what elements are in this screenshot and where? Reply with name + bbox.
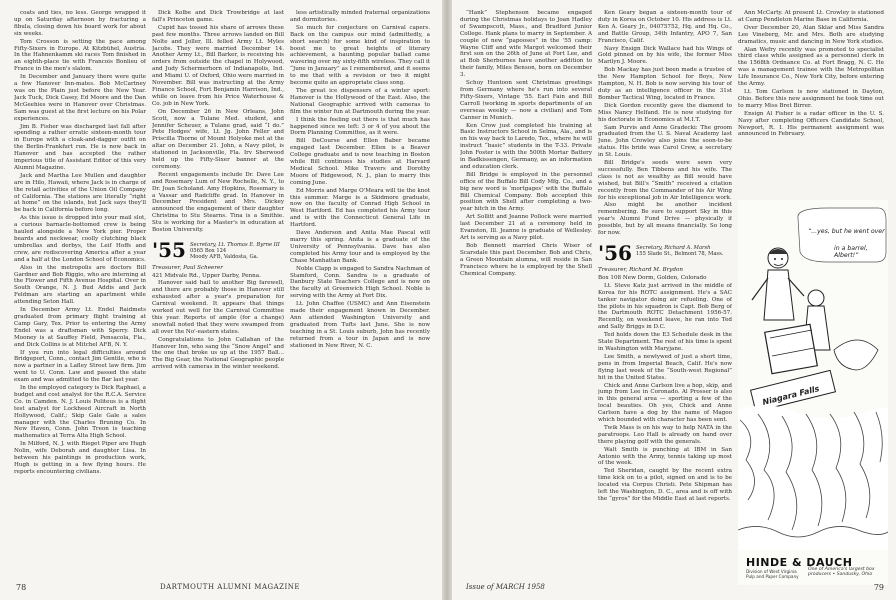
cartoon-caption-line-2: in a barrel, Albert!”: [834, 245, 868, 259]
paragraph: Bob Mackay has just been made a trustee of the New Hampton School for Boys, New Hampton, N. H. Bob is now serving his tour of duty as an intelligence officer in the 31st Bomber Tactical Wing, located in France.: [598, 67, 732, 101]
paragraph: Dave Anderson and Anita Mae Pascal will marry this spring. Anita is a graduate of the University of Pennsylvania. Dave has also completed his Army tour and is employed by the Chase Manhattan Bank.: [290, 230, 430, 264]
paragraph: Lee Smith, a newlywed of just a short time, pens in from Imperial Beach, Calif. He's now flying last week of the “South-west Regional” hit in the United States.: [598, 353, 732, 381]
paragraph: If you run into legal difficulties around Bridgeport, Conn., contact Jim Gentile, who is now a partner in a Lafley Street law firm. Jim went to U. Conn. Law and passed the state exam and was admitted to the Bar last year.: [14, 349, 146, 384]
paragraph: Alan Wefry recently was promoted to specialist third class while assigned as a personnel clerk in the 1568th Ordnance Co. at Fort Bragg, N. C. He was a management trainee with the Metropolitan Life Insurance Co., New York City, before entering the Army.: [738, 46, 884, 88]
paragraph: Also in the metropolis are doctors Bill Gardner and Bob Riggio, who are interning at the Flower and Fifth Avenue Hospital. Over in South Orange, N. J. Bud Addis and Jack Feldman are starting an apartment while attending Seton Hall.: [14, 264, 146, 306]
right-page: [452, 0, 896, 600]
treasurer-address: Box 108 New Dorm, Golden, Colorado: [598, 274, 707, 281]
paragraph: Tom Crosson is setting the pace among Fifty-Sixers in Europe. At Kitzbühel, Austria. In the Hahnenkamm ski races Tom finished in an eighth-place tie with Francois Bonlieu of France in the men's slalom.: [14, 38, 146, 73]
paragraph: Over December 20, Alan Sklar and Miss Sandra Lee Vineberg, Mr. and Mrs. Both are studying dramatics, music and dancing in New York studios.: [738, 24, 884, 45]
paragraph: Recent engagements include Dr. Dave Lee and Rosemary Lum of New Rochelle, N. Y., to Dr. Joan Scholand. Amy Hopkins, Rosemary is a Vassar and Radcliffe grad. In Hanover in December President and Mrs. Dickey announced the engagement of their daughter Christina to Stu Stearns. Tina is a Smithie. Stu is working for a Master's in education at Boston University.: [152, 171, 284, 234]
treasurer-line: Treasurer, Paul Scheerer: [152, 264, 223, 271]
paragraph: Ted holds down the E3 Schedule desk in the State Department. The rest of his time is spent in Washington with Maryjane.: [598, 332, 732, 352]
paragraph: Cupid has tossed his share of arrows these past few months. Three arrows landed on Bill Nolte and Joller, Ill. felled Army Lt. Myles Jacobs. They were married December 14. Another Army Lt., Bill Barker, is receiving his orders from outside the chapel in Holywood, and Judy Schermerhorn of Indianapolis, Ind. and Miami U. of Oxford, Ohio were married in November. Bill was instructing at the Army Finance School, Fort Benjamin Harrison, Ind., while on leave from his Price Waterhouse & Co. job in New York.: [152, 24, 284, 107]
paragraph: Twik Mass is on his way to help NATA in the paratroops. Leo Hall is already on hand over there playing golf with the generals.: [598, 424, 732, 445]
paragraph: Bill Bridge's seeds were sewn very successfully. Ben Tibbens and his wife. The class is not as wealthy as Bill would have wished, but Bill's “Smith” received a citation recently from the Commander of his Air Wing for his exceptional job in Air Intelligence work.: [598, 160, 732, 201]
treasurer-address: 421 Midvale Rd., Upper Darby, Penna.: [152, 272, 261, 279]
class-year: '56: [598, 243, 632, 263]
paragraph: Ed Morris and Marge O'Meara will tie the knot this summer. Marge is a Skidmore graduate, now on the faculty of Conrad High School in West Hartford. Ed has completed his Army tour and is with the Connecticut General Life in Hartford.: [290, 187, 430, 229]
paragraph: Ann McCarty. At present Lt. Crowley is stationed at Camp Pendleton Marine Base in California.: [738, 10, 884, 23]
paragraph: In Milford, N. J. with Rieget Piper are Hugh Nolin, wife Deborah and daughter Lisa. In between his paintings in production work, Hugh is getting in a few flying hours. He reports encountering civilians.: [14, 441, 146, 475]
paragraph: The great ice dispensers of a winter sport: Hanover is the Hollywood of the East. Also, the National Geographic arrived with cameras to film the winter fun at Dartmouth during the year.: [290, 87, 430, 115]
secretary-line: Secretary, Richard A. Marsh: [635, 245, 711, 251]
left-column-1: [14, 10, 146, 560]
class-heading-55: [152, 240, 284, 261]
treasurer-line: Treasurer, Richard M. Brydon: [598, 267, 684, 273]
left-page: [0, 0, 442, 600]
paragraph: Chick and Anne Carlson live a hop, skip, and jump from Lee in Coronado. Al Prosser is also in this general area — sporting a few of the local beauties. Oh yes, Chick and Anne Carlson have a dog by the name of Magoo which bounded with character has been sent.: [598, 382, 732, 424]
paragraph: On December 26 in New Orleans, John Scott, now a Tulane Med. student, and Jennifer Scheuer, a Tulane grad, said “I do.” Pete Hodges' wife, Lt. Jg. John Feller and Priscilla Thorne of Mount Holyoke met at the altar on December 21. John, a Navy pilot, is stationed in Jacksonville, Fla. Irv Sherwood held up the Fifty-Sixer banner at the ceremony.: [152, 108, 284, 170]
paragraph: As this issue is dropped into your mail slot, a curious barnacle-bottomed crew is being hauled alongside a New York pier. Proper beards and neckwear, coolly clutching black umbrellas and derbys, the Leif Hoffs and crew, are rediscovering America after a year and a half at the London School of Economics.: [14, 215, 146, 263]
paragraph: Schuy Huntoon sent Christmas greetings from Germany where he's run into several Fifty-Sixers, Vintage '55. Earl Fain and Bill Carroll (working in sports departments of an overseas weekly — now a civilian) and Tom Canner in Munich.: [460, 80, 592, 121]
paragraph: In December and January there were quite a few Hanover Inn-mates. Bob McCartney was on the Plain just before the New Year. Jack Tuck, Dick Casey, Ed Moore and the Dan McGeehies were in Hanover over Christmas. Sam was guest at the first lecture on his Polar experiences.: [14, 74, 146, 122]
paragraph: Art Sollitt and Jeanne Pollock were married last December 21 at a ceremony held in Evanston, Ill. Jeanne is graduate of Wellesley. Art is serving as a Navy pilot.: [460, 214, 592, 241]
paragraph: Noble Clapp is engaged to Sandra Nachman of Stamford, Conn. Sandra is a graduate of Danbury State Teachers College and is now on the faculty at Greenwich High School. Noble is serving with the Army at Fort Dix.: [290, 265, 430, 300]
paragraph: Dick Kolbe and Dick Trowbridge at last fall's Princeton game.: [152, 10, 284, 23]
paragraph: In December Army Lt. Endel Raidmets graduated from primary flight training at Camp Gary, Tex. Prior to entering the Army Endel was a draftsman with Sperry. Dick Mooney is at Sauffey Field, Pensacola, Fla., and Dick Collins is at Mitchel AFB, N. Y.: [14, 307, 146, 348]
secretary-address-2: Moody AFB, Valdosta, Ga.: [189, 254, 259, 261]
paragraph: Bill DeCourse and Ellen Baber became engaged last December. Ellen is a Beaver College graduate and is now teaching in Boston while Bill continues his studies at Harvard Medical School. Mike Travers and Dorothy Moore of Ridgewood, N. J., plan to marry this coming June.: [290, 138, 430, 186]
paragraph: less artistically minded fraternal organizations and dormitories.: [290, 10, 430, 23]
paragraph: coats and ties, no less. George wrapped it up on Saturday afternoon by fracturing a fibula, closing down his board work for about six weeks.: [14, 10, 146, 37]
niagara-falls-sign: Niagara Falls: [761, 384, 821, 407]
secretary-address: 155 Slade St., Belmont 78, Mass.: [635, 251, 724, 258]
paragraph: I think the feeling out there is that much has happened since we left: 3 or 4 of you about the Dorm Planning Committee, as it were.: [290, 116, 430, 137]
secretary-address-1: 0565 Box 124: [189, 248, 227, 255]
ad-brand-name: HINDE & DAUCH: [746, 556, 853, 569]
left-column-3: [290, 10, 430, 560]
right-column-2: [598, 10, 732, 560]
paragraph: Also might be another incident remembering. Be sure to support Sky in this year's Alumni Fund Drive — physically if possible, but by all means financially. So long for now.: [598, 202, 732, 237]
paragraph: Lt. John Chaffee (USMC) and Ann Eisenstein made their engagement known in December. Ann attended Washington University and graduated from Tufts last June. She is now teaching in a St. Louis suburb, John has recently returned from a tour in Japan and is now stationed in New River, N. C.: [290, 301, 430, 349]
paragraph: Bill Bridge is employed in the personnel office of the Buffalo Bill Cody Mfg. Co., and a big new word is ‘mortgages’ with the Buffalo Bill Chemical Company. Bob accepted this position with Shell after completing a two-year hitch in the Army.: [460, 171, 592, 213]
paragraph: Lt. Steve Katz just arrived in the middle of Korea for his ROTC assignment. He's a SAC tanker navigator doing air refueling. One of the pilots in his squadron is Capt. Bob Berg of the Dartmouth ROTC Detachment 1956-57. Recently, on weekend leave, he ran into Ted and Sally Briggs in D.C.: [598, 282, 732, 331]
paragraph: Ensign Al Fisher is a radar officer in the U. S. Navy after completing Officers Candidate School, Newport, R. I. His permanent assignment was announced in February.: [738, 110, 884, 138]
paragraph: Dick Gordon recently gave the diamond to Miss Nancy Helfand. He is now studying for his doctorate in Economics at M.I.T.: [598, 102, 732, 123]
paragraph: Sam Purvis and Anne Gradecki: The groom graduated from the U. S. Naval Academy last June. John Crowley also joins the soon-to-be status. His bride was Carol Crew, a secretary in St. Louis.: [598, 124, 732, 159]
left-column-2: [152, 10, 284, 560]
issue-date: Issue of MARCH 1958: [466, 583, 545, 591]
paragraph: Lt. Tom Carlson is now stationed in Dayton, Ohio. Before this new assignment he took time out to marry Miss Bret Birrer.: [738, 88, 884, 109]
hinde-dauch-advertisement: [738, 200, 888, 585]
paragraph: Bob Bennett married Chris Wiser of Scarsdale this past December. Bob and Chris, a Green Mountain alumna, will reside in San Francisco where he is employed by the Shell Chemical Company.: [460, 242, 592, 277]
paragraph: “Hank” Stephenson became engaged during the Christmas holidays to Joan Hadley of Swampscott, Mass., and Bradford Junior College. Hank plans to marry in September. A couple of new “papooses” in the '55 camp: Wayne Cliff and wife Margot welcomed their first son on the 26th of June at Fort Lee, and at Bob Sherburnes have another addition to their family, Miles Benson, born on December 3.: [460, 10, 592, 79]
paragraph: Ken Geary began a sixteen-month tour of duty in Korea on October 10. His address is Lt. Ken A. Geary Jr., 04075752, Hq. and Hq. Co., and Battle Group, 34th Infantry, APO 7, San Francisco, Calif.: [598, 10, 732, 44]
paragraph: So much for conjecture on Carnival capers. Back on the campus our mind (admittedly, a short search) for some kind of inspiration to boost me to great heights of literary achievement, a haunting popular ballad came wavering over my sixty-fifth wireless. They call it “June in January” as I remembered, and it seems to me that with a revision or two it might become quite an appropriate class song.: [290, 24, 430, 87]
cartoon-caption-line-1: “...yes, but he went over: [808, 228, 885, 235]
right-column-3: [738, 10, 884, 200]
paragraph: Navy Ensign Dick Wallace had his Wings of Gold pinned on by his wife, the former Miss Marilyn J. Moore.: [598, 45, 732, 66]
paragraph: Walt Smith is punching at IBM in San Antonio with the Army, tennis taking up most of the week.: [598, 446, 732, 467]
paragraph: Jim B. Fisher was discharged last fall after spending a rather erratic sixteen-month tour in Europe with a cloak-and-dagger outfit on the Berlin-Frankfurt run. He is now back in Hanover and has accepted the rather imperious title of Assistant Editor of this very Alumni Magazine.: [14, 123, 146, 171]
page-number-right: 79: [873, 583, 884, 592]
paragraph: Congratulations to John Callahan of the Hanover Inn, who sang the “Snow Angel” and the one that broke us up at the 1957 Ball... The Big Gear, the National Geographic people arrived with cameras in the winter weekend.: [152, 336, 284, 371]
paragraph: Ken Crow just completed his training at Basic Instructors School in Selma, Ala., and is on his way back to Laredo, Tex., where he will instruct “basic” students in the T-33. Private John Foster is with the 500th Mortar Battery in Badkissengen, Germany, as an information and education clerk.: [460, 122, 592, 170]
ad-tagline: One of America's largest box producers • Sandusky, Ohio: [808, 567, 875, 578]
secretary-line: Secretary, Lt. Thomas E. Byrne III: [189, 242, 280, 248]
paragraph: Hanover said hail to another Big farewell, and there are probably those in Hanover still exhausted after a year's preparation for Carnival weekend. It appears that things worked out well for the Carnival Committee this year. Reports of ample (for a change) snowfall noted that they were swamped from all over the No'-eastern states.: [152, 280, 284, 335]
page-number-left: 78: [16, 583, 27, 592]
right-column-1: [460, 10, 592, 560]
book-gutter: [442, 0, 452, 600]
paragraph: Ted Sheridan, caught by the recent extra time kick on to a pilot, signed on and is to be located via Corpus Christi. Pete Shipman has left the Washington, D. C., area and is off with the “gyros” for the Middle East at last reports.: [598, 468, 732, 502]
class-year: '55: [152, 240, 186, 261]
ad-brand-subline: Division of West Virginia Pulp and Paper Company: [746, 569, 799, 579]
magazine-title: DARTMOUTH ALUMNI MAGAZINE: [160, 583, 301, 591]
class-heading-56: [598, 243, 732, 263]
paragraph: Jack and Martha Lee Mullen and daughter are in Hilo, Hawaii, where Jack is in charge of the retail activities of the Union Oil Company of California. The stations are literally “right at home” on the islands, but Jack says they'll be back in California before long.: [14, 172, 146, 214]
paragraph: In the employed category is Dick Raphael, a budget and cost analyst for the R.C.A. Service Co. in Camden. N. J. Louis Politeus is a flight test analyst for Lockheed Aircraft in North Hollywood, Calif.; Skip Gale Gale a sales manager with the Charles Bruning Co. In New Haven, Conn. John Treon is teaching mathematics at Terra Alta High School.: [14, 385, 146, 440]
